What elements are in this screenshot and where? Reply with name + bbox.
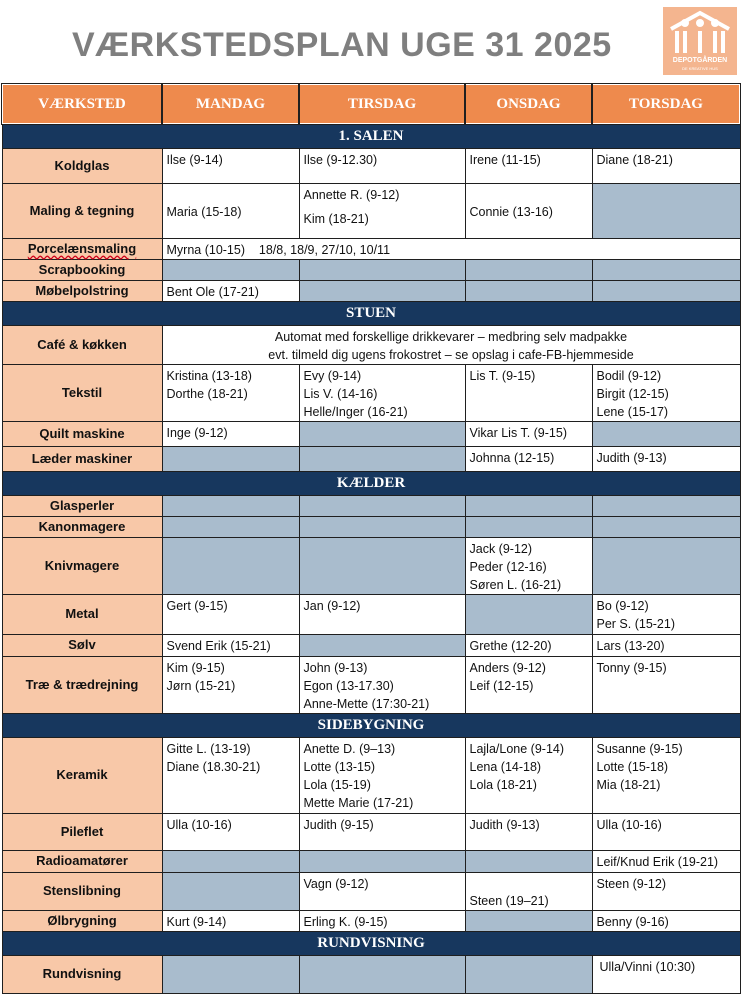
slot-closed: [592, 183, 740, 238]
slot-closed: [465, 910, 592, 931]
table-row: [2, 183, 740, 238]
workshop-metal: Metal: [2, 594, 162, 634]
cafe-info: Automat med forskellige drikkevarer – medbring selv madpakke evt. tilmeld dig ugens frokostret – se opslag i cafe-FB-hjemmeside: [162, 325, 740, 364]
slot-closed: [299, 516, 465, 537]
slot-porcelaensmaling: Myrna (10-15) 18/8, 18/9, 27/10, 10/11: [162, 238, 740, 259]
workshop-porcelaensmaling: Porcelænsmaling: [2, 238, 162, 259]
table-row: [2, 955, 740, 993]
header-row: [2, 84, 740, 124]
slot-closed: [299, 280, 465, 301]
section-salen: 1. SALEN: [2, 124, 740, 148]
slot-wednesday: Connie (13-16): [465, 183, 592, 238]
slot-closed: [162, 850, 299, 872]
table-row: [2, 813, 740, 850]
table-row: [2, 495, 740, 516]
slot-closed: [465, 280, 592, 301]
section-kaelder: KÆLDER: [2, 471, 740, 495]
slot-wednesday: Jack (9-12) Peder (12-16) Søren L. (16-21): [465, 537, 592, 594]
slot-tuesday: Ilse (9-12.30): [299, 148, 465, 183]
workshop-tekstil: Tekstil: [2, 364, 162, 421]
slot-tuesday: Evy (9-14) Lis V. (14-16) Helle/Inger (16-21): [299, 364, 465, 421]
slot-closed: [162, 516, 299, 537]
table-row: [2, 148, 740, 183]
slot-thursday: Lars (13-20): [592, 634, 740, 656]
slot-closed: [162, 495, 299, 516]
table-row: [2, 872, 740, 910]
slot-tuesday: Jan (9-12): [299, 594, 465, 634]
table-row: [2, 850, 740, 872]
slot-monday: Svend Erik (15-21): [162, 634, 299, 656]
slot-closed: [465, 516, 592, 537]
slot-thursday: Susanne (9-15) Lotte (15-18) Mia (18-21): [592, 737, 740, 813]
workshop-glasperler: Glasperler: [2, 495, 162, 516]
workshop-scrapbooking: Scrapbooking: [2, 259, 162, 280]
slot-closed: [162, 955, 299, 993]
workshop-cafe: Café & køkken: [2, 325, 162, 364]
table-row: [2, 446, 740, 471]
slot-wednesday: Judith (9-13): [465, 813, 592, 850]
workshop-quilt-maskine: Quilt maskine: [2, 421, 162, 446]
slot-closed: [592, 516, 740, 537]
slot-closed: [465, 259, 592, 280]
workshop-olbrygning: Ølbrygning: [2, 910, 162, 931]
workshop-laeder-maskiner: Læder maskiner: [2, 446, 162, 471]
table-row: [2, 537, 740, 594]
table-row: [2, 634, 740, 656]
workshop-schedule-table: [1, 83, 741, 994]
slot-thursday: Bo (9-12) Per S. (15-21): [592, 594, 740, 634]
table-row: [2, 421, 740, 446]
column-header-monday: MANDAG: [162, 84, 299, 124]
table-row: [2, 656, 740, 713]
slot-thursday: Tonny (9-15): [592, 656, 740, 713]
table-row: [2, 325, 740, 364]
depotgaarden-logo: [663, 7, 737, 75]
slot-closed: [299, 537, 465, 594]
table-row: [2, 238, 740, 259]
slot-tuesday: Annette R. (9-12) Kim (18-21): [299, 183, 465, 238]
section-sidebygning: SIDEBYGNING: [2, 713, 740, 737]
column-header-workshop: VÆRKSTED: [2, 84, 162, 124]
table-row: [2, 516, 740, 537]
slot-closed: [299, 634, 465, 656]
slot-thursday: Diane (18-21): [592, 148, 740, 183]
workshop-mobelpolstring: Møbelpolstring: [2, 280, 162, 301]
slot-wednesday: Lajla/Lone (9-14) Lena (14-18) Lola (18-21): [465, 737, 592, 813]
slot-closed: [299, 955, 465, 993]
slot-monday: Inge (9-12): [162, 421, 299, 446]
slot-tuesday: Vagn (9-12): [299, 872, 465, 910]
slot-closed: [465, 495, 592, 516]
column-header-thursday: TORSDAG: [592, 84, 740, 124]
slot-closed: [299, 421, 465, 446]
slot-tuesday: Erling K. (9-15): [299, 910, 465, 931]
slot-monday: Bent Ole (17-21): [162, 280, 299, 301]
slot-closed: [465, 955, 592, 993]
table-row: [2, 364, 740, 421]
table-row: [2, 259, 740, 280]
slot-closed: [299, 446, 465, 471]
logo-name: DEPOTGÅRDEN: [672, 57, 728, 64]
slot-closed: [592, 259, 740, 280]
workshop-trae: Træ & trædrejning: [2, 656, 162, 713]
workshop-radioamatorer: Radioamatører: [2, 850, 162, 872]
house-people-icon: [663, 7, 737, 57]
slot-monday: Maria (15-18): [162, 183, 299, 238]
slot-closed: [465, 594, 592, 634]
slot-tuesday: John (9-13) Egon (13-17.30) Anne-Mette (17:30-21): [299, 656, 465, 713]
slot-monday: Gitte L. (13-19) Diane (18.30-21): [162, 737, 299, 813]
slot-wednesday: Grethe (12-20): [465, 634, 592, 656]
slot-wednesday: Lis T. (9-15): [465, 364, 592, 421]
workshop-stenslibning: Stenslibning: [2, 872, 162, 910]
slot-wednesday: Steen (19–21): [465, 872, 592, 910]
slot-monday: Kurt (9-14): [162, 910, 299, 931]
workshop-maling: Maling & tegning: [2, 183, 162, 238]
workshop-solv: Sølv: [2, 634, 162, 656]
section-stuen: STUEN: [2, 301, 740, 325]
slot-monday: Ulla (10-16): [162, 813, 299, 850]
table-row: [2, 910, 740, 931]
section-rundvisning: RUNDVISNING: [2, 931, 740, 955]
slot-closed: [592, 537, 740, 594]
slot-thursday: Leif/Knud Erik (19-21): [592, 850, 740, 872]
column-header-tuesday: TIRSDAG: [299, 84, 465, 124]
slot-closed: [592, 495, 740, 516]
workshop-kanonmagere: Kanonmagere: [2, 516, 162, 537]
slot-tuesday: Judith (9-15): [299, 813, 465, 850]
slot-closed: [299, 259, 465, 280]
slot-closed: [592, 280, 740, 301]
workshop-keramik: Keramik: [2, 737, 162, 813]
slot-monday: Ilse (9-14): [162, 148, 299, 183]
slot-thursday: Bodil (9-12) Birgit (12-15) Lene (15-17): [592, 364, 740, 421]
slot-closed: [592, 421, 740, 446]
slot-wednesday: Anders (9-12) Leif (12-15): [465, 656, 592, 713]
slot-closed: [465, 850, 592, 872]
slot-closed: [162, 872, 299, 910]
slot-closed: [299, 495, 465, 516]
slot-closed: [162, 259, 299, 280]
workshop-pileflet: Pileflet: [2, 813, 162, 850]
table-row: [2, 280, 740, 301]
slot-thursday: Judith (9-13): [592, 446, 740, 471]
slot-thursday: Ulla/Vinni (10:30): [592, 955, 740, 993]
column-header-wednesday: ONSDAG: [465, 84, 592, 124]
slot-closed: [299, 850, 465, 872]
slot-monday: Kim (9-15) Jørn (15-21): [162, 656, 299, 713]
slot-thursday: Benny (9-16): [592, 910, 740, 931]
slot-thursday: Steen (9-12): [592, 872, 740, 910]
workshop-knivmagere: Knivmagere: [2, 537, 162, 594]
logo-tagline: DE KREATIVE HUS: [682, 66, 718, 71]
table-row: [2, 737, 740, 813]
page-title: VÆRKSTEDSPLAN UGE 31 2025: [72, 26, 612, 64]
slot-thursday: Ulla (10-16): [592, 813, 740, 850]
slot-closed: [162, 446, 299, 471]
slot-wednesday: Johnna (12-15): [465, 446, 592, 471]
table-row: [2, 594, 740, 634]
workshop-koldglas: Koldglas: [2, 148, 162, 183]
slot-monday: Kristina (13-18) Dorthe (18-21): [162, 364, 299, 421]
slot-wednesday: Vikar Lis T. (9-15): [465, 421, 592, 446]
workshop-rundvisning: Rundvisning: [2, 955, 162, 993]
slot-wednesday: Irene (11-15): [465, 148, 592, 183]
slot-closed: [162, 537, 299, 594]
slot-monday: Gert (9-15): [162, 594, 299, 634]
slot-tuesday: Anette D. (9–13) Lotte (13-15) Lola (15-19) Mette Marie (17-21): [299, 737, 465, 813]
